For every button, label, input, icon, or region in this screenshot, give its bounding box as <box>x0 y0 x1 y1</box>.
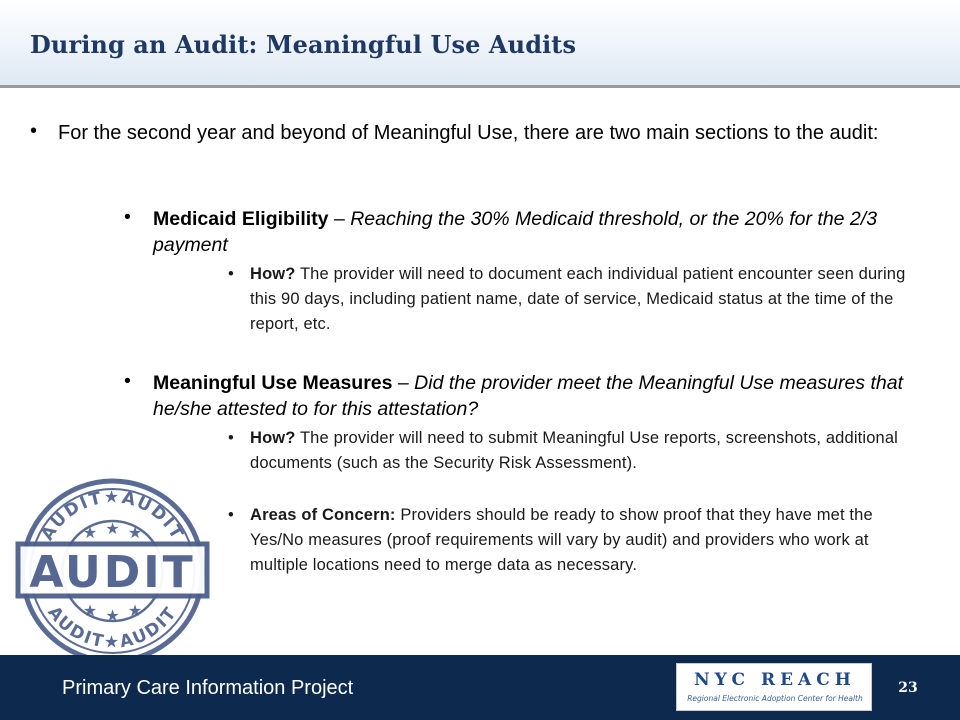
bullet-marker: • <box>124 206 131 228</box>
logo-sub-text: Regional Electronic Adoption Center for Health <box>687 694 863 703</box>
section-medicaid-eligibility <box>153 206 913 258</box>
sub-item-label: How? <box>250 265 296 283</box>
svg-text:★: ★ <box>82 601 98 620</box>
bullet-marker: • <box>228 429 234 447</box>
stamp-ring-bottom: AUDIT★AUDIT <box>43 602 182 653</box>
sub-item-label: How? <box>250 429 296 447</box>
section-description: Reaching the 30% Medicaid threshold, or the 20% for the 2/3 payment <box>153 208 878 256</box>
section-heading: Medicaid Eligibility <box>153 208 329 230</box>
logo-main-text: NYC REACH <box>694 670 856 690</box>
section-separator: – <box>392 372 415 394</box>
bullet-marker: • <box>228 265 234 283</box>
svg-text:★: ★ <box>82 523 98 542</box>
footer-bar <box>0 655 960 720</box>
sub-item-label: Areas of Concern: <box>250 506 396 524</box>
sub-item-text: The provider will need to document each individual patient encounter seen during this 90 days, including patient name, date of service, Medicaid status at the time of the report, etc. <box>250 265 906 333</box>
project-name: Primary Care Information Project <box>62 677 354 699</box>
stamp-ring-top: AUDIT★AUDIT <box>37 487 188 545</box>
section-separator: – <box>328 208 351 230</box>
stamp-main-text: AUDIT <box>29 547 196 598</box>
audit-stamp-icon <box>10 478 215 664</box>
section-description: Did the provider meet the Meaningful Use measures that he/she attested to for this attestation? <box>153 372 904 420</box>
intro-text: For the second year and beyond of Meaningful Use, there are two main sections to the audit: <box>58 122 879 144</box>
slide-title: During an Audit: Meaningful Use Audits <box>30 30 577 59</box>
svg-text:★: ★ <box>127 523 143 542</box>
svg-text:★: ★ <box>105 606 120 625</box>
bullet-marker: • <box>124 370 131 392</box>
sub-item <box>250 503 930 578</box>
title-bar <box>0 0 960 88</box>
bullet-marker: • <box>30 120 38 142</box>
sub-item <box>250 262 920 337</box>
bullet-marker: • <box>228 506 234 524</box>
nyc-reach-logo <box>676 663 872 711</box>
page-number: 23 <box>898 680 918 696</box>
sub-item-text: Providers should be ready to show proof that they have met the Yes/No measures (proof requirements will vary by audit) and providers who work at multiple locations need to merge data as necessary. <box>250 506 873 574</box>
svg-text:★: ★ <box>105 519 120 538</box>
section-heading: Meaningful Use Measures <box>153 372 393 394</box>
svg-text:★: ★ <box>127 601 143 620</box>
sub-item-text: The provider will need to submit Meaningful Use reports, screenshots, additional documents (such as the Security Risk Assessment). <box>250 429 898 472</box>
section-meaningful-use-measures <box>153 370 913 422</box>
sub-item <box>250 426 920 476</box>
